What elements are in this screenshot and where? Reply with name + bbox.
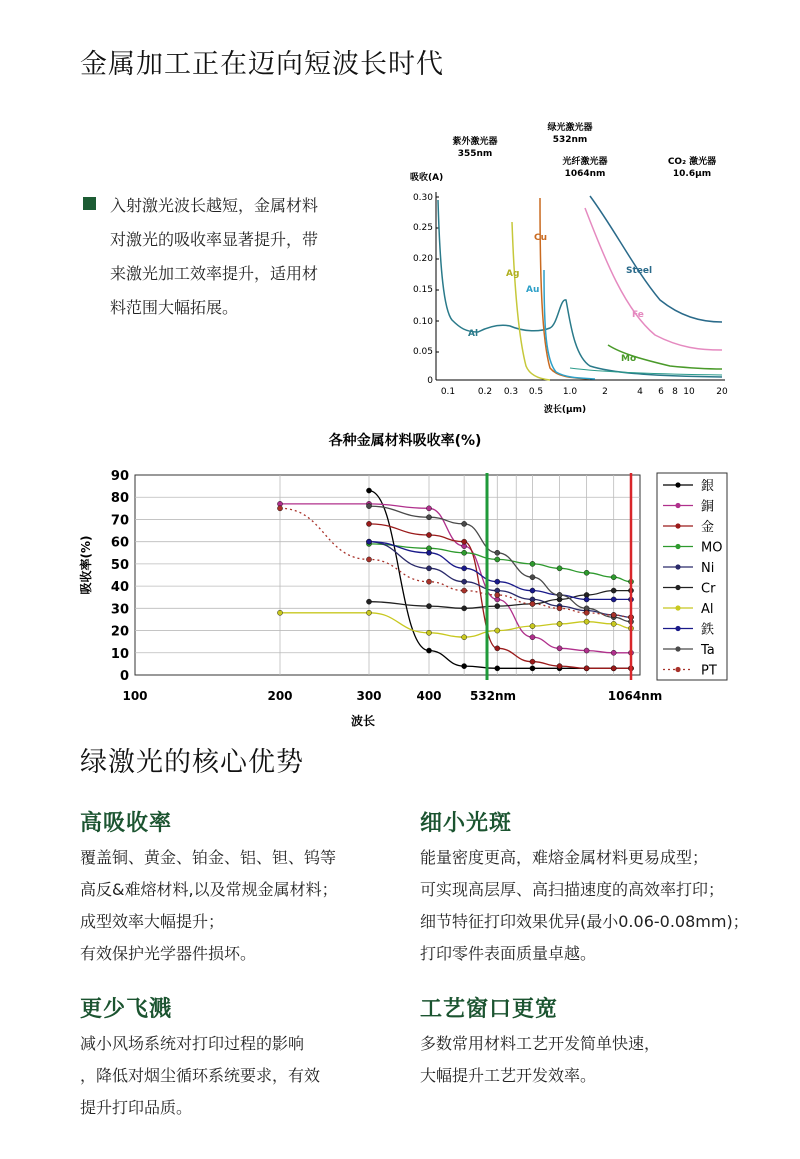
legend-label: 金 xyxy=(701,520,715,535)
xtick: 2 xyxy=(602,387,608,397)
au-label: Au xyxy=(526,285,540,295)
laser-fiber-label: 光纤激光器 xyxy=(562,157,608,167)
body-line: 打印零件表面质量卓越。 xyxy=(420,944,597,963)
body-line: ，降低对烟尘循环系统要求，有效 xyxy=(80,1066,321,1085)
legend-marker xyxy=(675,667,680,672)
absorption-spectrum-chart xyxy=(400,110,740,420)
page-title: 金属加工正在迈向短波长时代 xyxy=(80,49,444,80)
data-point xyxy=(462,635,467,640)
ytick: 40 xyxy=(110,580,129,596)
legend-label: MO xyxy=(701,540,723,556)
mo-label: Mo xyxy=(621,354,637,364)
body-line: 提升打印品质。 xyxy=(80,1098,193,1117)
body-line: 可实现高层厚、高扫描速度的高效率打印； xyxy=(420,880,725,899)
ag-label: Ag xyxy=(506,269,520,279)
data-point xyxy=(426,648,431,653)
data-point xyxy=(462,539,467,544)
ytick: 0.15 xyxy=(412,285,433,295)
laser-fiber-wl: 1064nm xyxy=(564,169,606,179)
body-line: 能量密度更高，难熔金属材料更易成型； xyxy=(420,848,709,867)
cu-label: Cu xyxy=(534,233,548,243)
xtick: 8 xyxy=(672,387,678,397)
chart2-xlabel: 波长 xyxy=(350,714,376,728)
data-point xyxy=(530,601,535,606)
legend-marker xyxy=(675,523,680,528)
legend-marker xyxy=(675,503,680,508)
body-line: 覆盖铜、黄金、铂金、铝、钽、钨等 xyxy=(80,848,337,867)
section-less-spatter-title: 更少飞溅 xyxy=(80,997,173,1022)
data-point xyxy=(495,628,500,633)
ytick: 0 xyxy=(427,376,433,386)
al-label: Al xyxy=(468,329,479,339)
chart2-title: 各种金属材料吸收率(%) xyxy=(328,433,482,449)
data-point xyxy=(495,592,500,597)
data-point xyxy=(366,539,371,544)
laser-uv-label: 紫外激光器 xyxy=(452,137,498,147)
xtick: 1.0 xyxy=(562,387,578,397)
ytick: 80 xyxy=(110,491,129,507)
ytick: 10 xyxy=(110,646,129,662)
data-point xyxy=(366,599,371,604)
data-point xyxy=(366,557,371,562)
data-point xyxy=(277,610,282,615)
series-line-0 xyxy=(369,491,631,669)
legend-label: 銅 xyxy=(701,499,715,515)
data-point xyxy=(611,666,616,671)
au-curve xyxy=(544,270,595,379)
legend-label: PT xyxy=(701,663,717,679)
fe-label: Fe xyxy=(632,310,644,320)
ytick: 60 xyxy=(110,535,129,551)
intro-line: 来激光加工效率提升，适用材 xyxy=(110,264,319,283)
data-point xyxy=(366,504,371,509)
data-point xyxy=(495,579,500,584)
body-line: 大幅提升工艺开发效率。 xyxy=(420,1066,597,1085)
data-point xyxy=(611,575,616,580)
section-less-spatter-body xyxy=(80,1028,320,1124)
legend-label: 銀 xyxy=(701,479,715,494)
laser-co2-label: CO₂ 激光器 xyxy=(667,157,717,167)
data-point xyxy=(584,597,589,602)
chart1-xticks xyxy=(441,387,728,397)
data-point xyxy=(584,570,589,575)
legend-marker xyxy=(675,585,680,590)
legend-marker xyxy=(675,646,680,651)
data-point xyxy=(426,550,431,555)
data-point xyxy=(611,612,616,617)
data-point xyxy=(611,588,616,593)
xtick: 300 xyxy=(356,689,382,703)
data-point xyxy=(584,619,589,624)
data-point xyxy=(557,592,562,597)
data-point xyxy=(462,588,467,593)
data-point xyxy=(366,610,371,615)
ytick: 0.20 xyxy=(412,254,433,264)
legend-label: 鉄 xyxy=(701,622,715,638)
xtick: 532nm xyxy=(469,689,517,703)
legend-marker xyxy=(675,626,680,631)
data-point xyxy=(530,666,535,671)
advantages-title: 绿激光的核心优势 xyxy=(80,747,304,778)
data-point xyxy=(462,664,467,669)
data-point xyxy=(462,550,467,555)
legend-label: Cr xyxy=(701,581,716,597)
xtick: 6 xyxy=(658,387,664,397)
fe-curve xyxy=(585,208,722,350)
section-high-absorption-body xyxy=(80,842,338,970)
data-point xyxy=(530,624,535,629)
laser-green-wl: 532nm xyxy=(552,135,588,145)
xtick: 1064nm xyxy=(607,689,663,703)
intro-line: 对激光的吸收率显著提升，带 xyxy=(110,230,319,249)
xtick: 0.3 xyxy=(503,387,519,397)
data-point xyxy=(462,579,467,584)
xtick: 0.5 xyxy=(528,387,544,397)
ytick: 0 xyxy=(119,669,129,684)
data-point xyxy=(584,648,589,653)
series-line-9 xyxy=(280,508,631,617)
chart1-ylabel: 吸收(A) xyxy=(410,173,444,183)
legend-marker xyxy=(675,544,680,549)
steel-curve xyxy=(590,196,722,322)
data-point xyxy=(530,588,535,593)
xtick: 0.1 xyxy=(440,387,456,397)
ytick: 50 xyxy=(110,557,129,573)
intro-text xyxy=(110,189,360,325)
data-point xyxy=(462,606,467,611)
ytick: 70 xyxy=(110,513,129,529)
xtick: 400 xyxy=(416,689,442,703)
ytick: 30 xyxy=(110,602,129,618)
series-line-2 xyxy=(369,524,631,668)
chart1-yticks xyxy=(413,193,433,386)
data-point xyxy=(426,566,431,571)
series-line-6 xyxy=(280,613,631,637)
intro-line: 料范围大幅拓展。 xyxy=(110,298,239,317)
data-point xyxy=(366,488,371,493)
al-curve xyxy=(438,200,722,377)
body-line: 高反&难熔材料,以及常规金属材料； xyxy=(80,880,338,899)
data-point xyxy=(557,664,562,669)
laser-green-label: 绿光激光器 xyxy=(547,123,593,133)
data-point xyxy=(584,666,589,671)
section-process-window-title: 工艺窗口更宽 xyxy=(420,997,559,1022)
body-line: 多数常用材料工艺开发简单快速， xyxy=(420,1034,661,1053)
data-point xyxy=(426,630,431,635)
data-point xyxy=(557,646,562,651)
data-point xyxy=(530,635,535,640)
data-point xyxy=(495,557,500,562)
data-point xyxy=(462,566,467,571)
data-point xyxy=(366,521,371,526)
body-line: 有效保护光学器件损坏。 xyxy=(80,944,257,963)
legend-marker xyxy=(675,564,680,569)
data-point xyxy=(495,646,500,651)
section-high-absorption-title: 高吸收率 xyxy=(80,811,173,836)
ytick: 0.05 xyxy=(412,347,433,357)
body-line: 减小风场系统对打印过程的影响 xyxy=(80,1034,305,1053)
ytick: 0.25 xyxy=(412,223,433,233)
data-point xyxy=(462,521,467,526)
data-point xyxy=(611,650,616,655)
bullet-square xyxy=(83,197,96,210)
metal-absorption-chart xyxy=(75,425,740,735)
data-point xyxy=(557,621,562,626)
data-point xyxy=(584,610,589,615)
legend-label: Ta xyxy=(701,643,715,658)
xtick: 10 xyxy=(683,387,695,397)
legend-marker xyxy=(675,482,680,487)
legend-marker xyxy=(675,605,680,610)
data-point xyxy=(426,506,431,511)
chart1-xlabel: 波长(μm) xyxy=(543,405,587,415)
data-point xyxy=(426,604,431,609)
data-point xyxy=(495,604,500,609)
chart2-ylabel: 吸收率(%) xyxy=(79,535,93,595)
data-point xyxy=(557,606,562,611)
data-point xyxy=(530,575,535,580)
chart2-xticks xyxy=(122,689,662,703)
data-point xyxy=(495,666,500,671)
xtick: 200 xyxy=(267,689,293,703)
data-point xyxy=(426,515,431,520)
legend-label: Al xyxy=(701,602,714,617)
ytick: 0.10 xyxy=(412,317,433,327)
laser-co2-wl: 10.6μm xyxy=(672,169,712,179)
xtick: 20 xyxy=(716,387,728,397)
data-point xyxy=(611,597,616,602)
body-line: 成型效率大幅提升； xyxy=(80,912,225,931)
ytick: 20 xyxy=(110,624,129,640)
data-point xyxy=(277,506,282,511)
laser-uv-wl: 355nm xyxy=(457,149,493,159)
body-line: 细节特征打印效果优异(最小0.06-0.08mm)； xyxy=(420,912,749,931)
xtick: 0.2 xyxy=(477,387,493,397)
steel-label: Steel xyxy=(626,266,653,276)
data-point xyxy=(557,566,562,571)
xtick: 100 xyxy=(122,689,148,703)
section-process-window-body xyxy=(420,1028,660,1092)
data-point xyxy=(530,659,535,664)
data-point xyxy=(426,532,431,537)
ytick: 90 xyxy=(110,469,129,484)
intro-line: 入射激光波长越短，金属材料 xyxy=(110,196,319,215)
xtick: 4 xyxy=(637,387,643,397)
legend-label: Ni xyxy=(701,561,715,576)
data-point xyxy=(530,561,535,566)
data-point xyxy=(426,579,431,584)
data-point xyxy=(495,550,500,555)
section-small-spot-body xyxy=(420,842,749,970)
data-point xyxy=(611,621,616,626)
ytick: 0.30 xyxy=(412,193,433,203)
section-small-spot-title: 细小光斑 xyxy=(420,811,513,836)
